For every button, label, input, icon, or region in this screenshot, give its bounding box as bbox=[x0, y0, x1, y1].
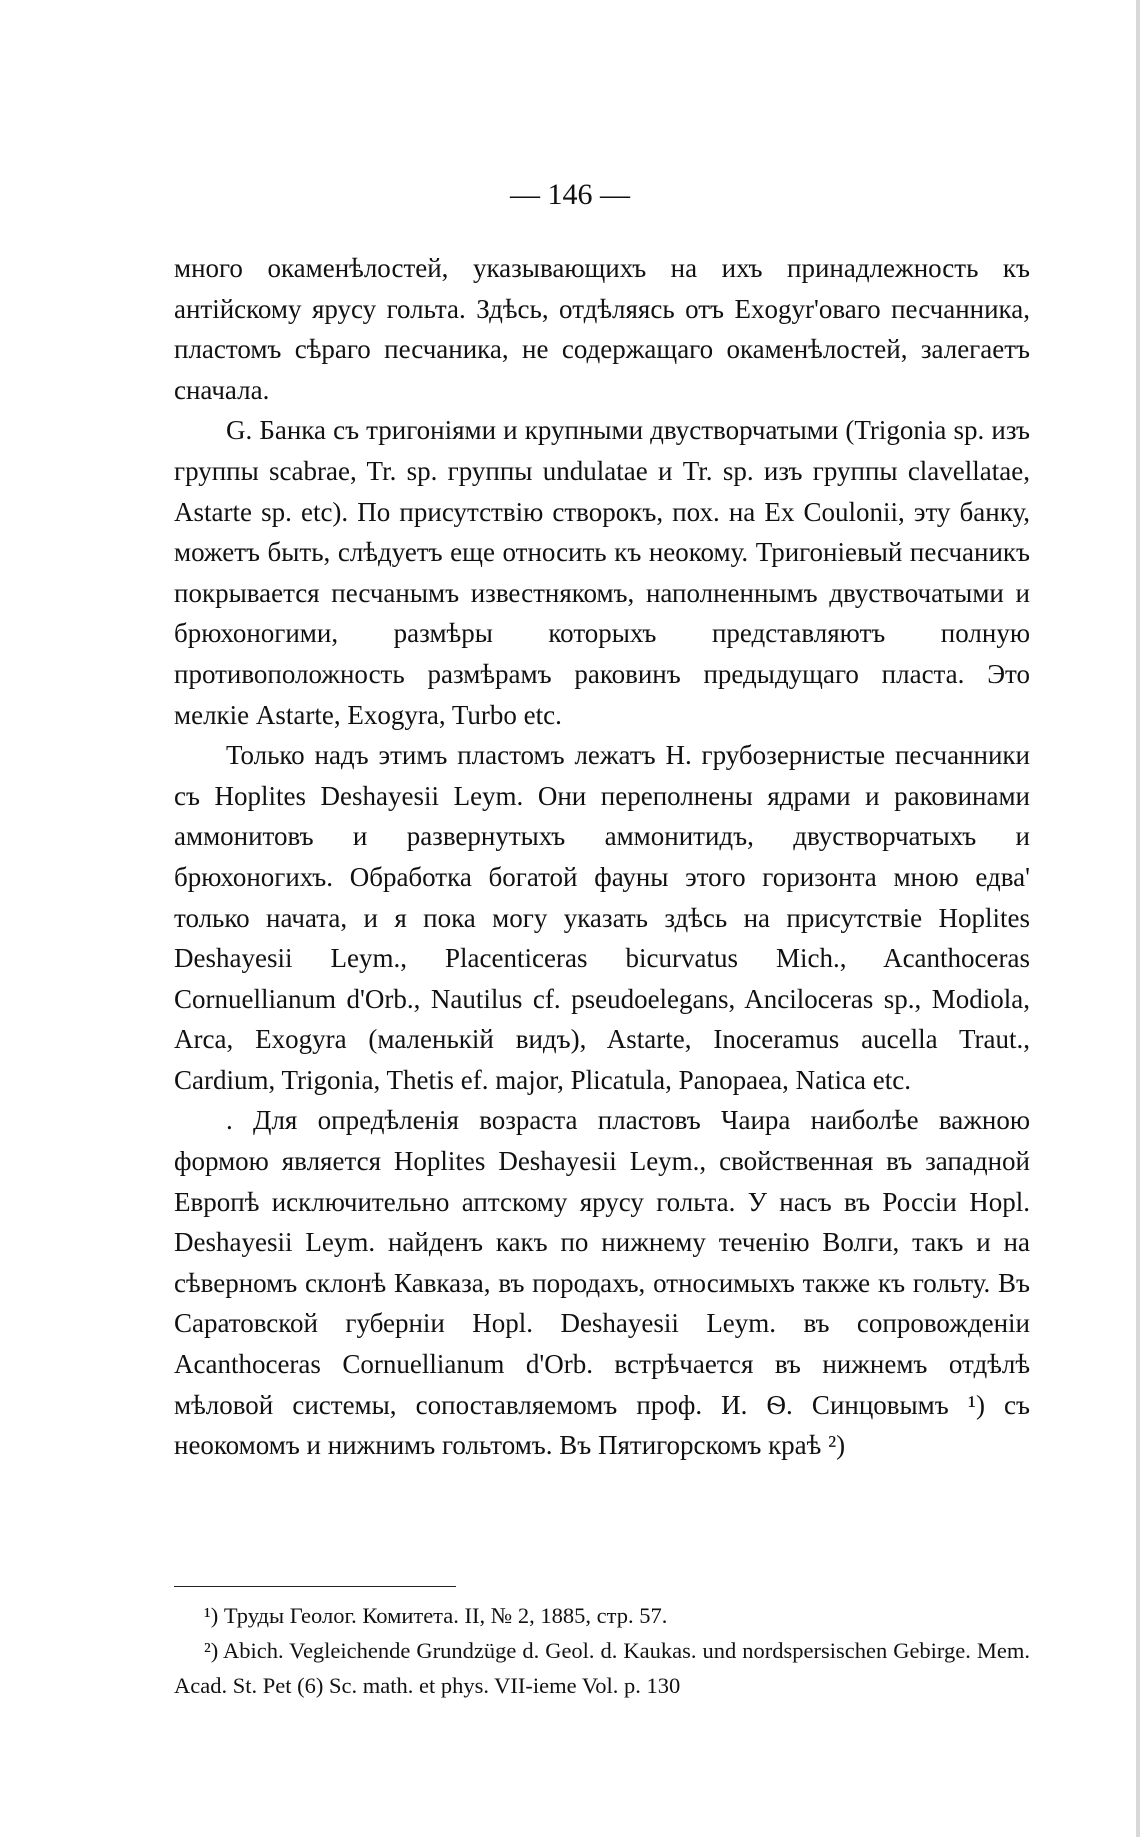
main-text bbox=[174, 248, 1030, 1466]
page-edge bbox=[1136, 0, 1140, 1837]
paragraph-2: G. Банка съ тригоніями и крупными двустворчатыми (Trigonia sp. изъ группы scabrae, Tr. sp. группы undulatae и Tr. sp. изъ группы clavellatae, Astarte sp. etc). По присутствію створокъ, пох. на Ex Coulonii, эту банку, можетъ быть, слѣдуетъ еще относить къ неокому. Тригоніевый песчаникъ покрывается песчанымъ известнякомъ, наполненнымъ двуствочатыми и брюхоногими, размѣры которыхъ представляютъ полную противоположность размѣрамъ раковинъ предыдущаго пласта. Это мелкіе Astarte, Exogyra, Turbo etc. bbox=[174, 415, 1030, 730]
footnotes bbox=[174, 1598, 1030, 1703]
footnote-2: ²) Abich. Vegleichende Grundzüge d. Geol. d. Kaukas. und nordspersischen Gebirge. Mem. Acad. St. Pet (6) Sc. math. et phys. VII-ieme Vol. p. 130 bbox=[174, 1638, 1030, 1698]
footnote-1: ¹) Труды Геолог. Комитета. II, № 2, 1885, стр. 57. bbox=[204, 1603, 668, 1628]
footnote-divider bbox=[174, 1586, 456, 1587]
paragraph-3: Только надъ этимъ пластомъ лежатъ H. грубозернистые песчанники съ Hoplites Deshayesii Leym. Они переполнены ядрами и раковинами аммонитовъ и развернутыхъ аммонитидъ, двустворчатыхъ и брюхоногихъ. Обработка богатой фауны этого горизонта мною едва' только начата, и я пока могу указать здѣсь на присутствіе Hoplites Deshayesii Leym., Placenticeras bicurvatus Mich., Acanthoceras Cornuellianum d'Orb., Nautilus cf. pseudoelegans, Ancilоceras sp., Modiola, Arca, Exogyra (маленькій видъ), Astarte, Inoceramus aucella Traut., Cardium, Trigonia, Thetis ef. major, Plicatula, Panopaea, Natica etc. bbox=[174, 740, 1030, 1095]
page-number: — 146 — bbox=[510, 178, 630, 211]
paragraph-1: много окаменѣлостей, указывающихъ на ихъ принадлежность къ антійскому ярусу гольта. Здѣсь, отдѣляясь отъ Exogyr'оваго песчанника, пластомъ сѣраго песчаника, не содержащаго окаменѣлостей, залегаетъ сначала. bbox=[174, 253, 1030, 405]
paragraph-4: . Для опредѣленія возраста пластовъ Чаира наиболѣе важною формою является Hoplites Deshayesii Leym., свойственная въ западной Европѣ исключительно аптскому ярусу гольта. У насъ въ Россіи Hopl. Deshayesii Leym. найденъ какъ по нижнему теченію Волги, такъ и на сѣверномъ склонѣ Кавказа, въ породахъ, относимыхъ также къ гольту. Въ Саратовской губерніи Hopl. Deshayesii Leym. въ сопровожденіи Acanthoceras Cornuellianum d'Orb. встрѣчается въ нижнемъ отдѣлѣ мѣловой системы, сопоставляемомъ проф. И. Ѳ. Синцовымъ ¹) съ неокомомъ и нижнимъ гольтомъ. Въ Пятигорскомъ краѣ ²) bbox=[174, 1105, 1030, 1461]
